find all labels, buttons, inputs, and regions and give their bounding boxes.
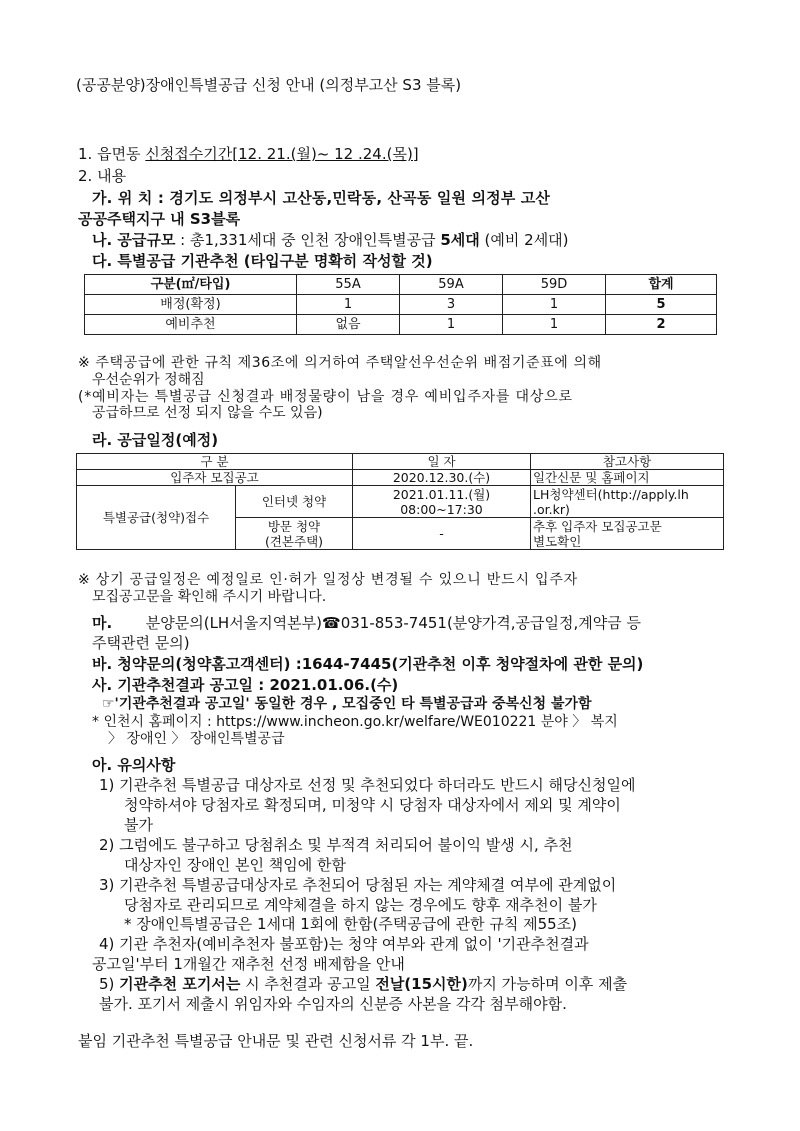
table-cell: 3 [400,295,503,315]
notice-item-5 [99,975,627,993]
table-header-cell: 구분(㎡/타입) [85,275,297,295]
notice-item-5-number: 5) [99,975,120,993]
duplicate-warning: ☞'기관추천결과 공고일' 동일한 경우 , 모집중인 타 특별공급과 중복신청 불가함 [102,696,592,712]
schedule-table [76,453,724,550]
allocation-table [84,274,717,335]
table-cell: 2 [606,315,717,335]
table-cell: 예비추천 [85,315,297,335]
schedule-header-cell: 일 자 [353,454,531,470]
notice-item-3-note: * 장애인특별공급은 1세대 1회에 한함(주택공급에 관한 규칙 제55조) [124,915,578,933]
sales-inquiry-text: 분양문의(LH서울지역본부)☎031-853-7451(분양가격,공급일정,계약금 등 [145,614,641,632]
notice-item-2-cont: 대상자인 장애인 본인 책임에 한함 [124,856,346,874]
priority-note-cont: 우선순위가 정해짐 [92,372,205,388]
supply-scale-count: 5세대 [440,231,480,249]
schedule-cell: 특별공급(청약)접수 [77,486,236,550]
notice-item-2: 2) 그럼에도 불구하고 당첨취소 및 부적격 처리되어 불이익 발생 시, 추천 [99,836,573,854]
schedule-note: ※ 상기 공급일정은 예정일로 인·허가 일정상 변경될 수 있으니 반드시 입주자 [78,572,579,588]
table-cell: 1 [503,315,606,335]
table-header-cell: 55A [297,275,400,295]
notice-item-3-cont: 당첨자로 관리되므로 계약체결을 하지 않는 경우에도 향후 재추천이 불가 [124,896,597,914]
notice-item-5-bold: 기관추천 포기서는 [119,975,241,993]
supply-scale-label: 나. 공급규모 [92,231,176,249]
lh-center-link: LH청약센터(http://apply.lh [533,486,689,502]
document-title: (공공분양)장애인특별공급 신청 안내 (의정부고산 S3 블록) [76,76,462,94]
notice-item-5-mid: 시 추천결과 공고일 [240,975,376,993]
table-header-cell: 59D [503,275,606,295]
location-line-cont: 공공주택지구 내 S3블록 [78,210,241,228]
schedule-time-line: 08:00~17:30 [400,501,483,517]
table-cell: 없음 [297,315,400,335]
subscription-inquiry: 바. 청약문의(청약홈고객센터) :1644-7445(기관추천 이후 청약절차에 관한 문의) [92,655,644,673]
schedule-cell [353,486,531,518]
notice-item-3: 3) 기관추천 특별공급대상자로 추천되어 당첨된 자는 계약체결 여부에 관계없이 [99,876,617,894]
sales-inquiry-label: 마. [92,614,113,632]
section-1-number: 1. 읍면동 [78,145,146,163]
visit-note: 추후 입주자 모집공고문 [533,518,662,534]
notice-item-5-cont: 불가. 포기서 제출시 위임자와 수임자의 신분증 사본을 각각 첨부해야함. [99,995,567,1013]
schedule-heading: 라. 공급일정(예정) [92,431,219,449]
sales-inquiry-cont: 주택관련 문의) [92,634,190,652]
visit-label-cont: (견본주택) [264,533,324,549]
notice-item-4-cont: 공고일'부터 1개월간 재추천 선정 배제함을 안내 [92,955,405,973]
schedule-cell [531,518,724,550]
supply-scale-text: : 총1,331세대 중 인천 장애인특별공급 [175,231,441,249]
table-row [85,315,717,335]
notice-item-1-cont2: 불가 [124,816,153,834]
supply-scale [92,231,569,249]
reserve-note: (*예비자는 특별공급 신청결과 배정물량이 남을 경우 예비입주자를 대상으로 [78,389,573,405]
section-1 [78,145,419,163]
attachment-note: 붙임 기관추천 특별공급 안내문 및 관련 신청서류 각 1부. 끝. [78,1032,474,1050]
section-2-heading: 2. 내용 [78,167,127,185]
reserve-note-cont: 공급하므로 선정 되지 않을 수도 있음) [92,405,323,421]
table-header-row [85,275,717,295]
notice-item-4: 4) 기관 추천자(예비추천자 불포함)는 청약 여부와 관계 없이 '기관추천결과 [99,935,589,953]
schedule-cell: 일간신문 및 홈페이지 [531,470,724,486]
schedule-cell [531,486,724,518]
lh-center-link-cont: .or.kr) [533,501,570,517]
notice-item-1: 1) 기관추천 특별공급 대상자로 선정 및 추천되었다 하더라도 반드시 해당신청일에 [99,776,636,794]
notice-item-1-cont: 청약하셔야 당첨자로 확정되며, 미청약 시 당첨자 대상자에서 제외 및 계약이 [124,796,621,814]
table-row [85,295,717,315]
visit-label: 방문 청약 [267,518,321,534]
incheon-homepage-path: 〉 장애인 〉 장애인특별공급 [108,731,285,747]
priority-note: ※ 주택공급에 관한 규칙 제36조에 의거하여 주택알선우선순위 배점기준표에 의해 [78,355,602,371]
schedule-cell: 2020.12.30.(수) [353,470,531,486]
schedule-note-cont: 모집공고문을 확인해 주시기 바랍니다. [92,589,327,605]
table-cell: 1 [297,295,400,315]
table-cell: 1 [503,295,606,315]
incheon-homepage-link: * 인천시 홈페이지 : https://www.incheon.go.kr/welfare/WE010221 분야 〉 복지 [92,714,618,730]
application-period: 신청접수기간[12. 21.(월)~ 12 .24.(목)] [145,145,419,163]
schedule-header-cell: 구 분 [77,454,353,470]
result-announcement: 사. 기관추천결과 공고일 : 2021.01.06.(수) [92,676,399,694]
location-line: 가. 위 치 : 경기도 의정부시 고산동,민락동, 산곡동 일원 의정부 고산 [92,189,551,207]
schedule-header-row [77,454,724,470]
table-header-cell: 59A [400,275,503,295]
visit-note-cont: 별도확인 [533,533,582,549]
notice-item-5-deadline: 전날(15시한) [375,975,468,993]
schedule-header-cell: 참고사항 [531,454,724,470]
notice-item-5-tail: 까지 가능하며 이후 제출 [467,975,628,993]
notes-heading: 아. 유의사항 [92,756,176,774]
sales-inquiry [92,614,641,632]
schedule-cell [236,518,353,550]
schedule-date-line: 2021.01.11.(월) [392,486,491,502]
schedule-row [77,486,724,518]
table-cell: 배정(확정) [85,295,297,315]
supply-scale-reserve: (예비 2세대) [479,231,569,249]
agency-recommend-heading: 다. 특별공급 기관추천 (타입구분 명확히 작성할 것) [92,252,433,270]
table-cell: 5 [606,295,717,315]
schedule-cell: - [353,518,531,550]
table-cell: 1 [400,315,503,335]
schedule-cell: 인터넷 청약 [236,486,353,518]
schedule-cell: 입주자 모집공고 [77,470,353,486]
table-header-cell: 합계 [606,275,717,295]
schedule-row [77,470,724,486]
